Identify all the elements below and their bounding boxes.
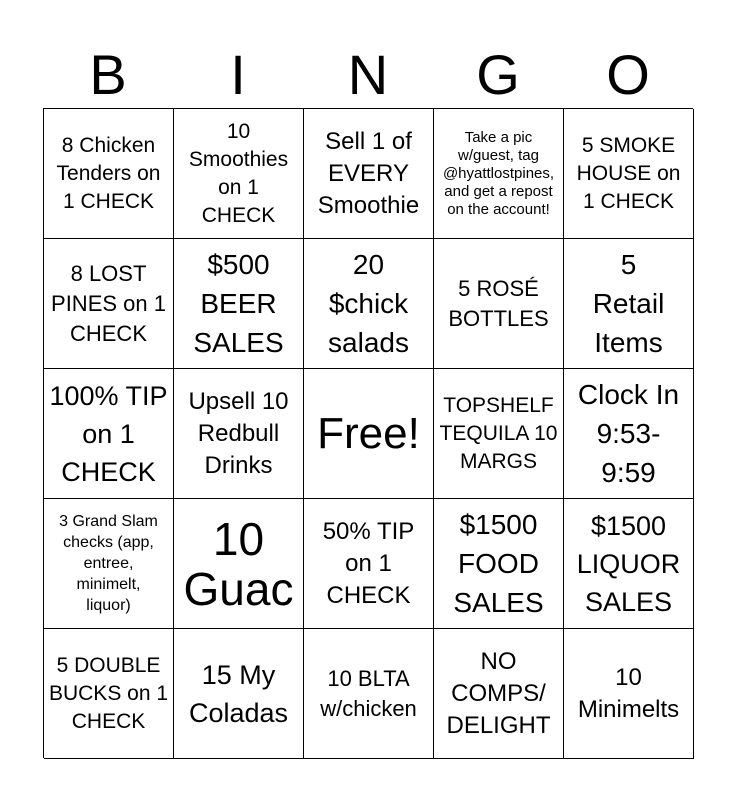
cell-text: $1500 FOOD SALES [453, 509, 544, 618]
bingo-cell[interactable] [304, 499, 434, 629]
cell-text: 5 SMOKE HOUSE on 1 CHECK [576, 133, 681, 213]
cell-text: 50% TIP on 1 CHECK [322, 517, 415, 609]
cell-text: NO COMPS/ DELIGHT [446, 647, 551, 739]
bingo-cell[interactable] [174, 499, 304, 629]
header-letter-g: G [476, 43, 520, 106]
bingo-cell[interactable] [564, 629, 694, 759]
bingo-cell[interactable] [174, 109, 304, 239]
cell-text: TOPSHELF TEQUILA 10 MARGS [439, 393, 558, 473]
cell-text: 10 BLTA w/chicken [320, 665, 417, 721]
cell-text: Take a pic w/guest, tag @hyattlostpines, and get a repost on the account! [442, 128, 555, 218]
bingo-cell[interactable] [434, 239, 564, 369]
cell-text: $500 BEER SALES [193, 249, 284, 358]
bingo-cell[interactable] [304, 109, 434, 239]
bingo-cell[interactable] [564, 239, 694, 369]
bingo-header [43, 40, 693, 110]
cell-text: Upsell 10 Redbull Drinks [188, 387, 289, 479]
bingo-cell[interactable] [564, 109, 694, 239]
cell-text: 8 Chicken Tenders on 1 CHECK [56, 133, 161, 213]
bingo-card [43, 108, 693, 758]
bingo-cell[interactable] [304, 239, 434, 369]
bingo-cell[interactable] [174, 629, 304, 759]
cell-text: 10 Smoothies on 1 CHECK [188, 119, 289, 227]
cell-text: Free! [317, 408, 420, 458]
bingo-cell[interactable] [304, 629, 434, 759]
cell-text: 5 ROSÉ BOTTLES [448, 275, 549, 331]
cell-text: 8 LOST PINES on 1 CHECK [51, 260, 166, 346]
cell-text: Sell 1 of EVERY Smoothie [317, 127, 420, 219]
bingo-cell[interactable] [434, 629, 564, 759]
cell-text: 20 $chick salads [328, 249, 409, 358]
bingo-cell[interactable] [44, 369, 174, 499]
bingo-cell[interactable] [174, 239, 304, 369]
bingo-cell[interactable] [434, 369, 564, 499]
cell-text: 15 My Coladas [188, 659, 289, 728]
cell-text: 100% TIP on 1 CHECK [49, 380, 168, 487]
bingo-cell[interactable] [434, 109, 564, 239]
cell-text: 5 Retail Items [592, 249, 665, 358]
cell-text: 10 Minimelts [577, 663, 680, 723]
cell-text: $1500 LIQUOR SALES [576, 510, 681, 617]
bingo-cell[interactable] [304, 369, 434, 499]
bingo-cell[interactable] [564, 499, 694, 629]
bingo-cell[interactable] [434, 499, 564, 629]
header-letter-b: B [89, 43, 127, 106]
cell-text: 5 DOUBLE BUCKS on 1 CHECK [48, 653, 169, 733]
header-letter-i: I [230, 43, 246, 106]
header-letter-n: N [347, 43, 389, 106]
bingo-cell[interactable] [174, 369, 304, 499]
header-letter-o: O [606, 43, 650, 106]
cell-text: Clock In 9:53-9:59 [577, 379, 680, 488]
bingo-cell[interactable] [44, 239, 174, 369]
cell-text: 3 Grand Slam checks (app, entree, minimelt, liquor) [59, 513, 158, 614]
bingo-cell[interactable] [44, 499, 174, 629]
cell-text: 10 Guac [183, 512, 294, 615]
bingo-cell[interactable] [564, 369, 694, 499]
bingo-cell[interactable] [44, 109, 174, 239]
bingo-cell[interactable] [44, 629, 174, 759]
